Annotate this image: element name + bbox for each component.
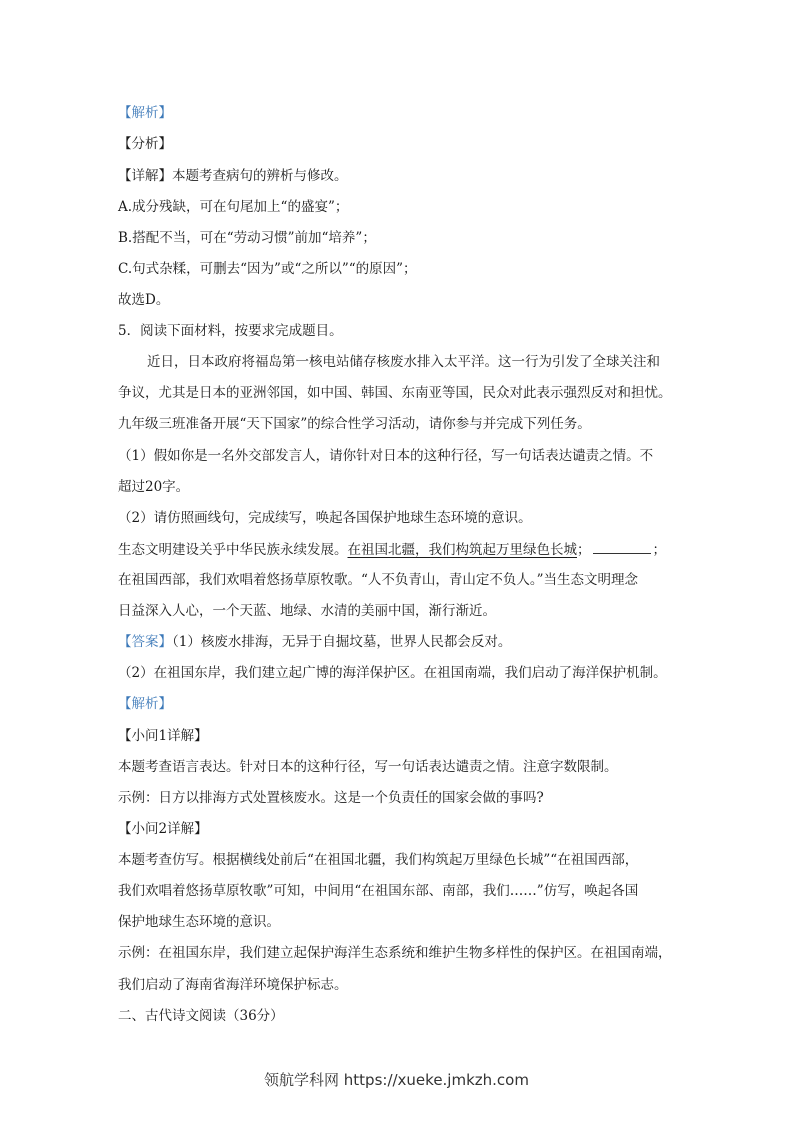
option-a-text: A.成分残缺，可在句尾加上“的盛宴”； [118,199,349,215]
material-para-line-2: 争议，尤其是日本的亚洲邻国，如中国、韩国、东南亚等国，民众对此表示强烈反对和担忧。 [118,385,672,401]
material-para-line-3: 九年级三班准备开展“天下国家”的综合性学习活动，请你参与并完成下列任务。 [118,416,591,432]
sub1-title: 【小问1详解】 [118,728,208,744]
sub2-example-line-2: 我们启动了海南省海洋环境保护标志。 [118,977,348,993]
sub2-text-line-3: 保护地球生态环境的意识。 [118,914,280,930]
footer-watermark: 领航学科网 https://xueke.jmkzh.com [264,1071,529,1089]
section-heading: 二、古代诗文阅读（36分） [118,1008,284,1024]
option-b-text: B.搭配不当，可在“劳动习惯”前加“培养”； [118,230,376,246]
eco-sentence-line-1 [118,539,666,560]
analysis-label: 【解析】 [118,105,172,121]
sub2-example-line-1: 示例：在祖国东岸，我们建立起保护海洋生态系统和维护生物多样性的保护区。在祖国南端， [118,945,672,961]
task1-line-2: 超过20字。 [118,479,190,495]
task2-line: （2）请仿照画线句，完成续写，唤起各国保护地球生态环境的意识。 [118,510,532,526]
option-c-text: C.句式杂糅，可删去“因为”或“之所以”“的原因”； [118,261,417,277]
eco-separator: ； [577,542,591,558]
analysis-label-2: 【解析】 [118,696,172,712]
eco-lead: 生态文明建设关乎中华民族永续发展。 [118,542,348,558]
material-para-line-1: 近日，日本政府将福岛第一核电站储存核废水排入太平洋。这一行为引发了全球关注和 [147,354,660,370]
detail-text: 【详解】本题考查病句的辨析与修改。 [118,168,348,184]
sub2-text-line-2: 我们欢唱着悠扬草原牧歌”可知，中间用“在祖国东部、南部，我们……”仿写，唤起各国 [118,883,639,899]
eco-sentence-line-3: 日益深入人心，一个天蓝、地绿、水清的美丽中国，渐行渐近。 [118,603,496,619]
underlined-model-sentence: 在祖国北疆，我们构筑起万里绿色长城 [347,542,577,558]
q4-answer: 故选D。 [118,292,170,308]
q5-title: 5．阅读下面材料，按要求完成题目。 [118,323,343,339]
answer-line-1 [118,632,511,652]
fill-in-blank[interactable] [593,539,651,554]
sub2-title: 【小问2详解】 [118,821,208,837]
task1-line-1: （1）假如你是一名外交部发言人，请你针对日本的这种行径，写一句话表达谴责之情。不 [118,448,654,464]
answer-line-2: （2）在祖国东岸，我们建立起广博的海洋保护区。在祖国南端，我们启动了海洋保护机制。 [118,665,667,681]
fenxi-label: 【分析】 [118,136,172,152]
sub2-text-line-1: 本题考查仿写。根据横线处前后“在祖国北疆，我们构筑起万里绿色长城”“在祖国西部， [118,852,639,868]
eco-end: ； [652,542,666,558]
sub1-example: 示例：日方以排海方式处置核废水。这是一个负责任的国家会做的事吗? [118,790,544,806]
answer-label: 【答案】 [118,634,172,650]
answer-1-text: （1）核废水排海，无异于自掘坟墓，世界人民都会反对。 [172,634,512,650]
eco-sentence-line-2: 在祖国西部，我们欢唱着悠扬草原牧歌。“人不负青山，青山定不负人。”当生态文明理念 [118,572,639,588]
sub1-text: 本题考查语言表达。针对日本的这种行径，写一句话表达谴责之情。注意字数限制。 [118,759,618,775]
